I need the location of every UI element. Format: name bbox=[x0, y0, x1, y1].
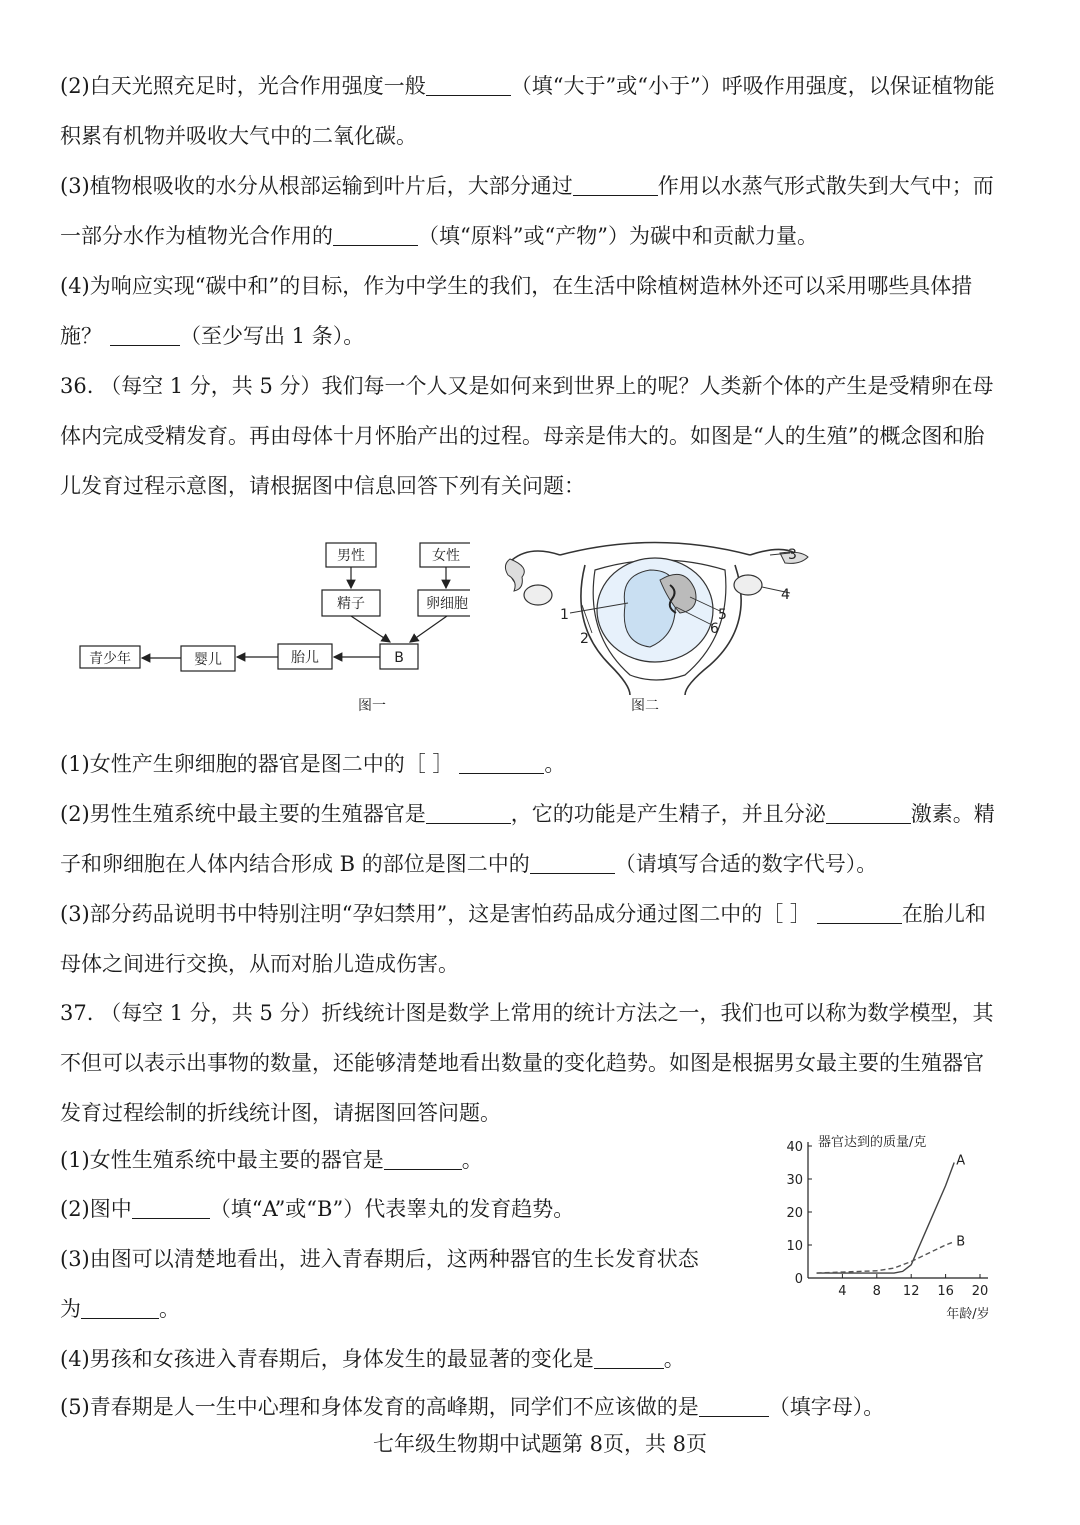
q35-p3-line2 bbox=[60, 220, 818, 250]
q35-p3-line1 bbox=[60, 170, 994, 200]
x-axis-label: 年龄/岁 bbox=[946, 1307, 990, 1322]
figure-2-uterus-diagram bbox=[500, 535, 820, 725]
q37-p5-line bbox=[60, 1391, 884, 1421]
series-line-B bbox=[817, 1242, 955, 1273]
q37-intro-line1: 37. （每空 1 分，共 5 分）折线统计图是数学上常用的统计方法之一，我们也可以称为数学模型，其 bbox=[60, 1001, 994, 1025]
answer-blank[interactable] bbox=[426, 75, 511, 96]
text: 。 bbox=[544, 752, 566, 776]
text: (2)男性生殖系统中最主要的生殖器官是 bbox=[60, 802, 426, 826]
answer-blank[interactable] bbox=[384, 1149, 462, 1170]
label-6: 6 bbox=[710, 621, 719, 637]
female-label: 女性 bbox=[432, 548, 460, 564]
answer-blank[interactable] bbox=[573, 175, 658, 196]
y-tick-label: 20 bbox=[786, 1206, 803, 1221]
x-tick-label: 4 bbox=[838, 1284, 847, 1299]
q35-p2-line2: 积累有机物并吸收大气中的二氧化碳。 bbox=[60, 124, 417, 148]
teen-label: 青少年 bbox=[89, 651, 131, 667]
figure-1-concept-map bbox=[70, 535, 470, 725]
fundus bbox=[560, 543, 750, 556]
text: (1)女性产生卵细胞的器官是图二中的［ ］ bbox=[60, 752, 454, 776]
x-tick-label: 12 bbox=[902, 1284, 920, 1299]
text: （填“原料”或“产物”）为碳中和贡献力量。 bbox=[418, 224, 818, 248]
answer-blank[interactable] bbox=[699, 1396, 769, 1417]
text: (3)植物根吸收的水分从根部运输到叶片后，大部分通过 bbox=[60, 174, 573, 198]
text: （填“A”或“B”）代表睾丸的发育趋势。 bbox=[209, 1197, 575, 1221]
text: （至少写出 1 条）。 bbox=[180, 324, 365, 348]
text: （填“大于”或“小于”）呼吸作用强度，以保证植物能 bbox=[510, 74, 995, 98]
q36-p2-line2 bbox=[60, 848, 877, 878]
infant-label: 婴儿 bbox=[194, 652, 222, 668]
text: (2)白天光照充足时，光合作用强度一般 bbox=[60, 74, 426, 98]
text: 子和卵细胞在人体内结合形成 B 的部位是图二中的 bbox=[60, 852, 530, 876]
answer-blank[interactable] bbox=[817, 903, 902, 924]
series-label-A: A bbox=[956, 1153, 966, 1169]
q37-p2-line bbox=[60, 1193, 574, 1223]
text: ，它的功能是产生精子，并且分泌 bbox=[510, 802, 826, 826]
organ-mass-line-chart bbox=[770, 1128, 1040, 1328]
text: (5)青春期是人一生中心理和身体发育的高峰期，同学们不应该做的是 bbox=[60, 1395, 699, 1419]
q37-intro-line3: 发育过程绘制的折线统计图，请据图回答问题。 bbox=[60, 1101, 501, 1125]
q37-intro-line2: 不但可以表示出事物的数量，还能够清楚地看出数量的变化趋势。如图是根据男女最主要的生殖器官 bbox=[60, 1051, 984, 1075]
answer-blank[interactable] bbox=[459, 753, 544, 774]
label-3: 3 bbox=[788, 547, 797, 563]
q35-p2-line1 bbox=[60, 70, 995, 100]
male-label: 男性 bbox=[337, 548, 365, 564]
q35-p4-line1: (4)为响应实现“碳中和”的目标，作为中学生的我们，在生活中除植树造林外还可以采用哪些具体措 bbox=[60, 274, 973, 298]
egg-label: 卵细胞 bbox=[426, 596, 468, 612]
x-tick-label: 8 bbox=[872, 1284, 881, 1299]
ovary-left bbox=[524, 585, 552, 605]
series-line-A bbox=[817, 1163, 955, 1274]
label-2: 2 bbox=[580, 631, 589, 647]
y-tick-label: 10 bbox=[786, 1239, 803, 1254]
text: (3)部分药品说明书中特别注明“孕妇禁用”，这是害怕药品成分通过图二中的［ ］ bbox=[60, 902, 811, 926]
q37-p4-line bbox=[60, 1343, 685, 1373]
text: 。 bbox=[159, 1297, 180, 1321]
answer-blank[interactable] bbox=[530, 853, 615, 874]
x-tick-label: 20 bbox=[971, 1284, 989, 1299]
text: 作用以水蒸气形式散失到大气中；而 bbox=[657, 174, 994, 198]
answer-blank[interactable] bbox=[110, 325, 180, 346]
q36-p2-line1 bbox=[60, 798, 995, 828]
q35-p4-line2 bbox=[60, 320, 364, 350]
q36-intro-line1: 36. （每空 1 分，共 5 分）我们每一个人又是如何来到世界上的呢？人类新个体的产生是受精卵在母 bbox=[60, 374, 994, 398]
y-tick-label: 30 bbox=[786, 1173, 803, 1188]
text: 。 bbox=[663, 1347, 685, 1371]
oviduct-left-fimbriae bbox=[505, 559, 524, 591]
answer-blank[interactable] bbox=[594, 1348, 664, 1369]
y-tick-label: 40 bbox=[786, 1140, 803, 1155]
label-1: 1 bbox=[560, 607, 569, 623]
text: （填字母）。 bbox=[768, 1395, 885, 1419]
text: 激素。精 bbox=[910, 802, 995, 826]
y-tick-label: 0 bbox=[794, 1272, 803, 1287]
answer-blank[interactable] bbox=[81, 1298, 159, 1319]
sperm-label: 精子 bbox=[337, 596, 365, 612]
text: 为 bbox=[60, 1297, 81, 1321]
page-footer: 七年级生物期中试题第 8页，共 8页 bbox=[372, 1432, 708, 1456]
q37-p3-line1: (3)由图可以清楚地看出，进入青春期后，这两种器官的生长发育状态 bbox=[60, 1247, 699, 1271]
answer-blank[interactable] bbox=[132, 1198, 210, 1219]
series-label-B: B bbox=[956, 1234, 966, 1250]
label-5: 5 bbox=[718, 607, 727, 623]
text: 在胎儿和 bbox=[901, 902, 986, 926]
answer-blank[interactable] bbox=[826, 803, 911, 824]
figure-1-caption: 图一 bbox=[358, 698, 386, 714]
q36-p1-line bbox=[60, 748, 565, 778]
fetus-label: 胎儿 bbox=[291, 650, 319, 666]
y-axis-label: 器官达到的质量/克 bbox=[818, 1135, 927, 1150]
answer-blank[interactable] bbox=[333, 225, 418, 246]
text: (4)男孩和女孩进入青春期后，身体发生的最显著的变化是 bbox=[60, 1347, 594, 1371]
text: (1)女性生殖系统中最主要的器官是 bbox=[60, 1148, 384, 1172]
q36-p3-line2: 母体之间进行交换，从而对胎儿造成伤害。 bbox=[60, 952, 459, 976]
label-4: 4 bbox=[781, 587, 790, 603]
text: (2)图中 bbox=[60, 1197, 132, 1221]
figure-2-caption: 图二 bbox=[631, 698, 659, 714]
text: 一部分水作为植物光合作用的 bbox=[60, 224, 333, 248]
q37-p1-line bbox=[60, 1144, 483, 1174]
answer-blank[interactable] bbox=[426, 803, 511, 824]
b-label: B bbox=[394, 650, 404, 666]
x-tick-label: 16 bbox=[937, 1284, 954, 1299]
q36-intro-line3: 儿发育过程示意图，请根据图中信息回答下列有关问题： bbox=[60, 474, 585, 498]
ovary-right bbox=[734, 575, 762, 595]
q37-p3-line2 bbox=[60, 1293, 180, 1323]
q36-intro-line2: 体内完成受精发育。再由母体十月怀胎产出的过程。母亲是伟大的。如图是“人的生殖”的概念图和胎 bbox=[60, 424, 985, 448]
q36-p3-line1 bbox=[60, 898, 986, 928]
text: （请填写合适的数字代号）。 bbox=[614, 852, 878, 876]
text: 施？ bbox=[60, 324, 102, 348]
text: 。 bbox=[461, 1148, 483, 1172]
